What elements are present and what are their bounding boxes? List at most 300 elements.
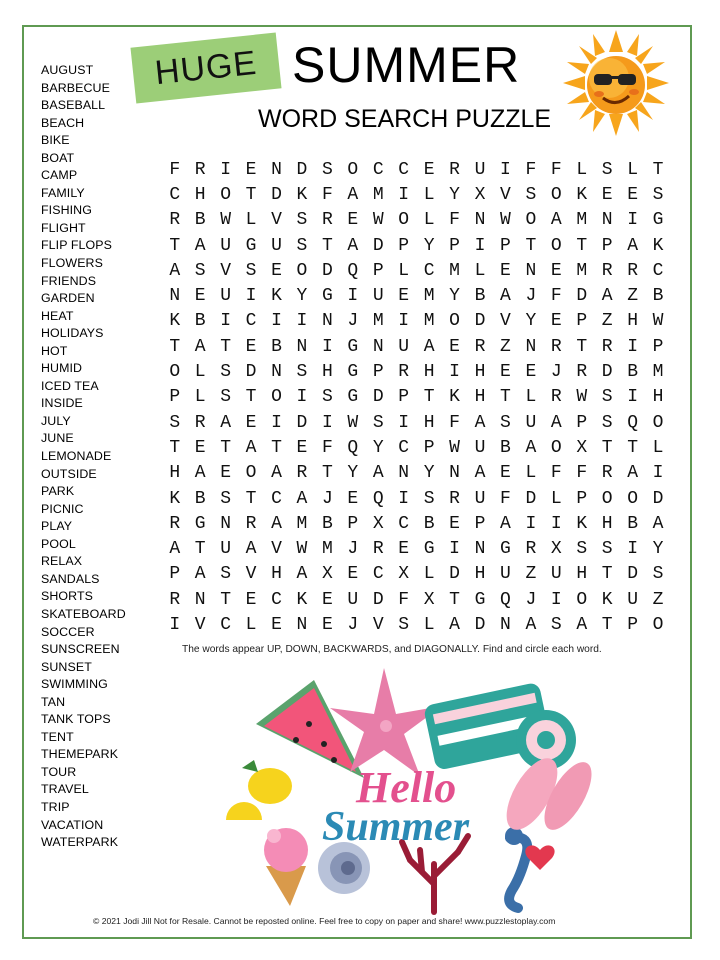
grid-letter[interactable]: P	[576, 412, 588, 433]
grid-letter[interactable]: U	[220, 235, 231, 256]
grid-letter[interactable]: S	[194, 260, 206, 281]
grid-letter[interactable]: N	[474, 210, 486, 231]
grid-letter[interactable]: N	[398, 463, 410, 484]
grid-letter[interactable]: A	[194, 564, 206, 585]
grid-letter[interactable]: N	[296, 614, 308, 635]
grid-letter[interactable]: U	[220, 286, 231, 307]
grid-letter[interactable]: A	[271, 463, 282, 484]
grid-letter[interactable]: I	[398, 488, 410, 509]
grid-letter[interactable]: A	[169, 539, 181, 560]
grid-letter[interactable]: C	[398, 159, 410, 180]
grid-letter[interactable]: T	[449, 589, 460, 610]
grid-letter[interactable]: I	[271, 311, 282, 332]
grid-letter[interactable]: V	[271, 539, 282, 560]
grid-letter[interactable]: U	[398, 336, 410, 357]
grid-letter[interactable]: P	[601, 235, 613, 256]
grid-letter[interactable]: H	[474, 564, 486, 585]
grid-letter[interactable]: P	[423, 437, 435, 458]
grid-letter[interactable]: A	[449, 614, 460, 635]
grid-letter[interactable]: S	[169, 412, 181, 433]
grid-letter[interactable]: A	[525, 614, 537, 635]
grid-letter[interactable]: X	[576, 437, 588, 458]
grid-letter[interactable]: S	[220, 387, 231, 408]
grid-letter[interactable]: L	[194, 362, 206, 383]
grid-letter[interactable]: C	[372, 564, 384, 585]
grid-letter[interactable]: E	[245, 336, 257, 357]
grid-letter[interactable]: V	[500, 311, 511, 332]
grid-letter[interactable]: K	[576, 184, 588, 205]
grid-letter[interactable]: S	[423, 488, 435, 509]
grid-letter[interactable]: X	[423, 589, 435, 610]
grid-letter[interactable]: E	[194, 437, 206, 458]
grid-letter[interactable]: R	[245, 513, 257, 534]
grid-letter[interactable]: Z	[627, 286, 638, 307]
grid-letter[interactable]: L	[525, 463, 537, 484]
grid-letter[interactable]: R	[550, 336, 562, 357]
grid-letter[interactable]: C	[423, 260, 435, 281]
grid-letter[interactable]: O	[601, 488, 613, 509]
grid-letter[interactable]: T	[321, 235, 333, 256]
grid-letter[interactable]: N	[194, 589, 206, 610]
grid-letter[interactable]: E	[220, 463, 231, 484]
grid-letter[interactable]: W	[347, 412, 359, 433]
grid-letter[interactable]: Y	[347, 463, 359, 484]
grid-letter[interactable]: D	[576, 286, 588, 307]
grid-letter[interactable]: S	[601, 159, 613, 180]
grid-letter[interactable]: O	[347, 159, 359, 180]
grid-letter[interactable]: A	[627, 235, 638, 256]
grid-letter[interactable]: W	[576, 387, 588, 408]
grid-letter[interactable]: A	[347, 235, 359, 256]
grid-letter[interactable]: T	[423, 387, 435, 408]
grid-letter[interactable]: R	[169, 210, 181, 231]
grid-letter[interactable]: I	[398, 184, 410, 205]
grid-letter[interactable]: A	[245, 437, 257, 458]
grid-letter[interactable]: O	[296, 260, 308, 281]
grid-letter[interactable]: Z	[652, 589, 664, 610]
grid-letter[interactable]: A	[194, 235, 206, 256]
grid-letter[interactable]: A	[372, 463, 384, 484]
grid-letter[interactable]: A	[169, 260, 181, 281]
grid-letter[interactable]: T	[576, 336, 588, 357]
grid-letter[interactable]: I	[627, 387, 638, 408]
grid-letter[interactable]: U	[474, 159, 486, 180]
grid-letter[interactable]: A	[296, 564, 308, 585]
grid-letter[interactable]: D	[296, 159, 308, 180]
grid-letter[interactable]: Y	[372, 437, 384, 458]
grid-letter[interactable]: H	[423, 362, 435, 383]
grid-letter[interactable]: Q	[500, 589, 511, 610]
grid-letter[interactable]: E	[271, 614, 282, 635]
grid-letter[interactable]: S	[220, 362, 231, 383]
grid-letter[interactable]: K	[169, 488, 181, 509]
grid-letter[interactable]: D	[652, 488, 664, 509]
grid-letter[interactable]: H	[169, 463, 181, 484]
grid-letter[interactable]: K	[449, 387, 460, 408]
grid-letter[interactable]: R	[474, 336, 486, 357]
grid-letter[interactable]: P	[576, 488, 588, 509]
grid-letter[interactable]: E	[627, 184, 638, 205]
grid-letter[interactable]: T	[525, 235, 537, 256]
grid-letter[interactable]: H	[423, 412, 435, 433]
grid-letter[interactable]: H	[652, 387, 664, 408]
grid-letter[interactable]: E	[271, 260, 282, 281]
grid-letter[interactable]: M	[449, 260, 460, 281]
grid-letter[interactable]: U	[627, 589, 638, 610]
grid-letter[interactable]: A	[652, 513, 664, 534]
grid-letter[interactable]: E	[347, 488, 359, 509]
grid-letter[interactable]: I	[169, 614, 181, 635]
grid-letter[interactable]: P	[576, 311, 588, 332]
grid-letter[interactable]: G	[347, 387, 359, 408]
grid-letter[interactable]: E	[423, 159, 435, 180]
grid-letter[interactable]: U	[372, 286, 384, 307]
grid-letter[interactable]: H	[576, 564, 588, 585]
grid-letter[interactable]: R	[372, 539, 384, 560]
grid-letter[interactable]: I	[550, 513, 562, 534]
grid-letter[interactable]: B	[194, 488, 206, 509]
grid-letter[interactable]: F	[449, 210, 460, 231]
grid-letter[interactable]: L	[398, 260, 410, 281]
grid-letter[interactable]: P	[500, 235, 511, 256]
grid-letter[interactable]: R	[194, 159, 206, 180]
grid-letter[interactable]: S	[372, 412, 384, 433]
grid-letter[interactable]: T	[169, 437, 181, 458]
grid-letter[interactable]: R	[627, 260, 638, 281]
grid-letter[interactable]: F	[321, 437, 333, 458]
grid-letter[interactable]: H	[194, 184, 206, 205]
grid-letter[interactable]: E	[449, 513, 460, 534]
grid-letter[interactable]: C	[169, 184, 181, 205]
grid-letter[interactable]: V	[372, 614, 384, 635]
grid-letter[interactable]: M	[296, 513, 308, 534]
grid-letter[interactable]: C	[652, 260, 664, 281]
grid-letter[interactable]: L	[245, 614, 257, 635]
grid-letter[interactable]: E	[321, 589, 333, 610]
grid-letter[interactable]: U	[474, 488, 486, 509]
grid-letter[interactable]: B	[652, 286, 664, 307]
grid-letter[interactable]: C	[245, 311, 257, 332]
grid-letter[interactable]: B	[500, 437, 511, 458]
grid-letter[interactable]: N	[601, 210, 613, 231]
grid-letter[interactable]: L	[194, 387, 206, 408]
grid-letter[interactable]: T	[601, 564, 613, 585]
grid-letter[interactable]: L	[423, 210, 435, 231]
grid-letter[interactable]: M	[321, 539, 333, 560]
grid-letter[interactable]: A	[525, 437, 537, 458]
grid-letter[interactable]: Y	[652, 539, 664, 560]
grid-letter[interactable]: O	[398, 210, 410, 231]
grid-letter[interactable]: B	[627, 513, 638, 534]
grid-letter[interactable]: A	[271, 513, 282, 534]
grid-letter[interactable]: D	[525, 488, 537, 509]
grid-letter[interactable]: P	[627, 614, 638, 635]
grid-letter[interactable]: I	[220, 311, 231, 332]
grid-letter[interactable]: J	[321, 488, 333, 509]
grid-letter[interactable]: F	[550, 463, 562, 484]
grid-letter[interactable]: Y	[525, 311, 537, 332]
grid-letter[interactable]: T	[194, 539, 206, 560]
grid-letter[interactable]: R	[194, 412, 206, 433]
grid-letter[interactable]: R	[576, 362, 588, 383]
grid-letter[interactable]: S	[321, 387, 333, 408]
grid-letter[interactable]: L	[245, 210, 257, 231]
grid-letter[interactable]: S	[245, 260, 257, 281]
grid-letter[interactable]: C	[398, 437, 410, 458]
grid-letter[interactable]: E	[296, 437, 308, 458]
grid-letter[interactable]: I	[525, 513, 537, 534]
grid-letter[interactable]: I	[321, 412, 333, 433]
grid-letter[interactable]: Q	[347, 260, 359, 281]
grid-letter[interactable]: D	[449, 564, 460, 585]
grid-letter[interactable]: R	[601, 336, 613, 357]
grid-letter[interactable]: N	[271, 362, 282, 383]
grid-letter[interactable]: I	[271, 412, 282, 433]
grid-letter[interactable]: I	[550, 589, 562, 610]
grid-letter[interactable]: A	[627, 463, 638, 484]
grid-letter[interactable]: T	[601, 614, 613, 635]
grid-letter[interactable]: G	[245, 235, 257, 256]
grid-letter[interactable]: A	[474, 463, 486, 484]
grid-letter[interactable]: R	[550, 387, 562, 408]
grid-letter[interactable]: U	[220, 539, 231, 560]
grid-letter[interactable]: I	[398, 412, 410, 433]
grid-letter[interactable]: E	[245, 412, 257, 433]
grid-letter[interactable]: A	[550, 210, 562, 231]
grid-letter[interactable]: K	[652, 235, 664, 256]
grid-letter[interactable]: D	[372, 589, 384, 610]
grid-letter[interactable]: M	[652, 362, 664, 383]
grid-letter[interactable]: I	[627, 210, 638, 231]
grid-letter[interactable]: S	[296, 362, 308, 383]
grid-letter[interactable]: A	[245, 539, 257, 560]
grid-letter[interactable]: P	[372, 362, 384, 383]
grid-letter[interactable]: L	[652, 437, 664, 458]
grid-letter[interactable]: N	[169, 286, 181, 307]
grid-letter[interactable]: I	[347, 286, 359, 307]
grid-letter[interactable]: K	[601, 589, 613, 610]
grid-letter[interactable]: U	[525, 412, 537, 433]
grid-letter[interactable]: F	[500, 488, 511, 509]
grid-letter[interactable]: C	[271, 488, 282, 509]
grid-letter[interactable]: Y	[296, 286, 308, 307]
grid-letter[interactable]: V	[245, 564, 257, 585]
grid-letter[interactable]: B	[474, 286, 486, 307]
grid-letter[interactable]: E	[194, 286, 206, 307]
grid-letter[interactable]: A	[576, 614, 588, 635]
grid-letter[interactable]: G	[474, 589, 486, 610]
grid-letter[interactable]: A	[500, 513, 511, 534]
grid-letter[interactable]: T	[220, 437, 231, 458]
grid-letter[interactable]: F	[321, 184, 333, 205]
grid-letter[interactable]: N	[500, 614, 511, 635]
grid-letter[interactable]: F	[169, 159, 181, 180]
grid-letter[interactable]: O	[627, 488, 638, 509]
grid-letter[interactable]: Z	[601, 311, 613, 332]
grid-letter[interactable]: P	[652, 336, 664, 357]
grid-letter[interactable]: N	[321, 311, 333, 332]
grid-letter[interactable]: E	[245, 159, 257, 180]
grid-letter[interactable]: Q	[627, 412, 638, 433]
grid-letter[interactable]: A	[347, 184, 359, 205]
grid-letter[interactable]: V	[220, 260, 231, 281]
grid-letter[interactable]: I	[296, 387, 308, 408]
grid-letter[interactable]: E	[347, 210, 359, 231]
grid-letter[interactable]: O	[550, 235, 562, 256]
grid-letter[interactable]: P	[398, 387, 410, 408]
grid-letter[interactable]: U	[347, 589, 359, 610]
grid-letter[interactable]: E	[601, 184, 613, 205]
grid-letter[interactable]: H	[474, 387, 486, 408]
grid-letter[interactable]: N	[220, 513, 231, 534]
grid-letter[interactable]: J	[347, 311, 359, 332]
grid-letter[interactable]: E	[500, 463, 511, 484]
grid-letter[interactable]: S	[550, 614, 562, 635]
grid-letter[interactable]: R	[601, 463, 613, 484]
grid-letter[interactable]: Y	[423, 235, 435, 256]
grid-letter[interactable]: T	[220, 589, 231, 610]
grid-letter[interactable]: D	[372, 235, 384, 256]
grid-letter[interactable]: S	[525, 184, 537, 205]
grid-letter[interactable]: D	[321, 260, 333, 281]
grid-letter[interactable]: W	[296, 539, 308, 560]
grid-letter[interactable]: A	[194, 336, 206, 357]
grid-letter[interactable]: R	[398, 362, 410, 383]
grid-letter[interactable]: R	[296, 463, 308, 484]
grid-letter[interactable]: L	[474, 260, 486, 281]
grid-letter[interactable]: X	[474, 184, 486, 205]
grid-letter[interactable]: Z	[500, 336, 511, 357]
grid-letter[interactable]: B	[423, 513, 435, 534]
grid-letter[interactable]: H	[601, 513, 613, 534]
grid-letter[interactable]: J	[550, 362, 562, 383]
grid-letter[interactable]: S	[296, 210, 308, 231]
grid-letter[interactable]: C	[372, 159, 384, 180]
grid-letter[interactable]: M	[576, 260, 588, 281]
grid-letter[interactable]: S	[601, 412, 613, 433]
grid-letter[interactable]: U	[550, 564, 562, 585]
grid-letter[interactable]: T	[169, 235, 181, 256]
grid-letter[interactable]: A	[474, 412, 486, 433]
grid-letter[interactable]: M	[372, 311, 384, 332]
grid-letter[interactable]: G	[347, 336, 359, 357]
grid-letter[interactable]: F	[550, 286, 562, 307]
grid-letter[interactable]: Q	[372, 488, 384, 509]
grid-letter[interactable]: D	[474, 311, 486, 332]
grid-letter[interactable]: R	[449, 488, 460, 509]
grid-letter[interactable]: J	[347, 539, 359, 560]
grid-letter[interactable]: S	[220, 488, 231, 509]
grid-letter[interactable]: N	[449, 463, 460, 484]
grid-letter[interactable]: T	[169, 336, 181, 357]
grid-letter[interactable]: B	[271, 336, 282, 357]
grid-letter[interactable]: F	[550, 159, 562, 180]
grid-letter[interactable]: S	[500, 412, 511, 433]
grid-letter[interactable]: I	[296, 311, 308, 332]
grid-letter[interactable]: G	[500, 539, 511, 560]
grid-letter[interactable]: O	[245, 463, 257, 484]
grid-letter[interactable]: I	[652, 463, 664, 484]
grid-letter[interactable]: W	[449, 437, 460, 458]
grid-letter[interactable]: O	[652, 412, 664, 433]
grid-letter[interactable]: F	[398, 589, 410, 610]
grid-letter[interactable]: E	[500, 362, 511, 383]
grid-letter[interactable]: K	[296, 589, 308, 610]
grid-letter[interactable]: D	[372, 387, 384, 408]
grid-letter[interactable]: E	[500, 260, 511, 281]
grid-letter[interactable]: A	[601, 286, 613, 307]
grid-letter[interactable]: G	[194, 513, 206, 534]
grid-letter[interactable]: O	[271, 387, 282, 408]
grid-letter[interactable]: O	[169, 362, 181, 383]
grid-letter[interactable]: T	[245, 488, 257, 509]
grid-letter[interactable]: Y	[449, 286, 460, 307]
grid-letter[interactable]: O	[652, 614, 664, 635]
grid-letter[interactable]: I	[245, 286, 257, 307]
grid-letter[interactable]: O	[220, 184, 231, 205]
grid-letter[interactable]: G	[321, 286, 333, 307]
grid-letter[interactable]: I	[321, 336, 333, 357]
grid-letter[interactable]: O	[576, 589, 588, 610]
grid-letter[interactable]: D	[601, 362, 613, 383]
grid-letter[interactable]: N	[525, 336, 537, 357]
grid-letter[interactable]: H	[271, 564, 282, 585]
grid-letter[interactable]: I	[220, 159, 231, 180]
grid-letter[interactable]: R	[169, 589, 181, 610]
grid-letter[interactable]: D	[627, 564, 638, 585]
grid-letter[interactable]: I	[627, 336, 638, 357]
grid-letter[interactable]: L	[627, 159, 638, 180]
grid-letter[interactable]: O	[550, 184, 562, 205]
grid-letter[interactable]: A	[220, 412, 231, 433]
grid-letter[interactable]: I	[449, 362, 460, 383]
grid-letter[interactable]: F	[525, 159, 537, 180]
grid-letter[interactable]: D	[474, 614, 486, 635]
grid-letter[interactable]: E	[550, 311, 562, 332]
grid-letter[interactable]: N	[296, 336, 308, 357]
grid-letter[interactable]: P	[169, 564, 181, 585]
grid-letter[interactable]: D	[245, 362, 257, 383]
grid-letter[interactable]: Q	[347, 437, 359, 458]
grid-letter[interactable]: K	[169, 311, 181, 332]
grid-letter[interactable]: X	[321, 564, 333, 585]
grid-letter[interactable]: A	[550, 412, 562, 433]
grid-letter[interactable]: E	[525, 362, 537, 383]
grid-letter[interactable]: S	[601, 539, 613, 560]
grid-letter[interactable]: W	[220, 210, 231, 231]
grid-letter[interactable]: K	[576, 513, 588, 534]
grid-letter[interactable]: O	[550, 437, 562, 458]
grid-letter[interactable]: T	[220, 336, 231, 357]
grid-letter[interactable]: S	[321, 159, 333, 180]
grid-letter[interactable]: E	[321, 614, 333, 635]
grid-letter[interactable]: A	[423, 336, 435, 357]
grid-letter[interactable]: I	[474, 235, 486, 256]
grid-letter[interactable]: R	[601, 260, 613, 281]
grid-letter[interactable]: S	[576, 539, 588, 560]
grid-letter[interactable]: L	[423, 614, 435, 635]
grid-letter[interactable]: J	[525, 589, 537, 610]
grid-letter[interactable]: S	[398, 614, 410, 635]
grid-letter[interactable]: P	[169, 387, 181, 408]
grid-letter[interactable]: O	[525, 210, 537, 231]
grid-letter[interactable]: T	[245, 184, 257, 205]
grid-letter[interactable]: X	[550, 539, 562, 560]
grid-letter[interactable]: J	[347, 614, 359, 635]
grid-letter[interactable]: B	[194, 210, 206, 231]
grid-letter[interactable]: R	[525, 539, 537, 560]
grid-letter[interactable]: Y	[423, 463, 435, 484]
